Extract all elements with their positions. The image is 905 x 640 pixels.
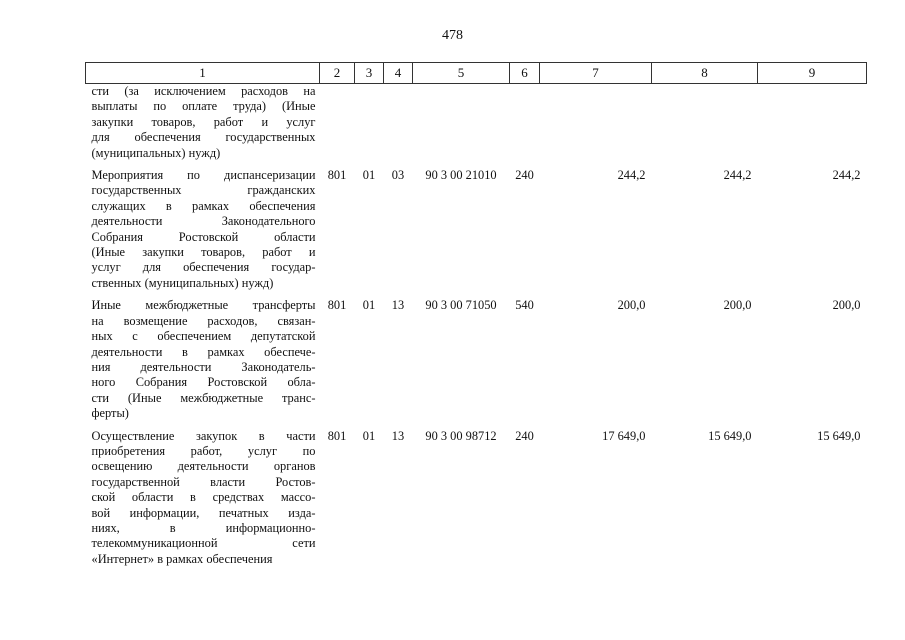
description-line: телекоммуникационной сети (91, 536, 316, 551)
row-description (86, 168, 320, 291)
amount-year-3: 244,2 (832, 168, 861, 183)
ministry-code: 801 (327, 298, 347, 313)
section-code: 01 (362, 168, 376, 183)
amount-year-2: 15 649,0 (708, 428, 752, 443)
expense-type-code (510, 84, 540, 162)
header-col-7: 7 (540, 63, 652, 84)
header-col-9: 9 (758, 63, 867, 84)
page-number: 478 (442, 28, 463, 43)
header-col-2: 2 (320, 63, 355, 84)
section-code: 01 (362, 298, 376, 313)
row-spacer (86, 291, 867, 298)
description-line: закупки товаров, работ и услуг (91, 114, 316, 129)
expense-type-code: 540 (515, 298, 534, 313)
table-row (86, 298, 867, 421)
expense-type-code: 240 (515, 168, 534, 183)
amount-year-3: 200,0 (832, 298, 861, 313)
subsection-code: 13 (391, 298, 405, 313)
description-line: ного Собрания Ростовской обла- (91, 375, 316, 390)
subsection-code: 13 (391, 428, 405, 443)
header-col-8: 8 (652, 63, 758, 84)
amount-year-1 (540, 84, 652, 162)
header-col-6: 6 (510, 63, 540, 84)
description-line: Осуществление закупок в части (91, 428, 316, 443)
description-line: «Интернет» в рамках обеспечения (91, 551, 273, 566)
description-line: ской области в средствах массо- (91, 490, 316, 505)
table-row (86, 429, 867, 568)
description-line: Мероприятия по диспансеризации (91, 168, 316, 183)
description-line: Иные межбюджетные трансферты (91, 298, 316, 313)
description-line: деятельности в рамках обеспече- (91, 344, 316, 359)
description-line: на возмещение расходов, связан- (91, 313, 316, 328)
amount-year-2: 200,0 (723, 298, 752, 313)
amount-year-1: 244,2 (617, 168, 646, 183)
budget-table (85, 62, 867, 567)
ministry-code (320, 84, 355, 162)
description-line: выплаты по оплате труда) (Иные (91, 99, 316, 114)
subsection-code: 03 (391, 168, 405, 183)
table-body (86, 84, 867, 568)
section-code (355, 84, 384, 162)
description-line: сти (Иные межбюджетные транс- (91, 390, 316, 405)
description-line: деятельности Законодательного (91, 214, 316, 229)
amount-year-2 (652, 84, 758, 162)
description-line: ниях, в информационно- (91, 520, 316, 535)
amount-year-1: 17 649,0 (602, 428, 646, 443)
row-spacer-cell (86, 161, 867, 168)
description-line: государственной власти Ростов- (91, 474, 316, 489)
subsection-code (384, 84, 413, 162)
amount-year-3: 15 649,0 (817, 428, 861, 443)
description-line: для обеспечения государственных (91, 130, 316, 145)
row-spacer (86, 161, 867, 168)
description-line: ственных (муниципальных) нужд) (91, 275, 274, 290)
description-line: освещению деятельности органов (91, 459, 316, 474)
table-row (86, 168, 867, 291)
description-line: сти (за исключением расходов на (91, 84, 316, 98)
amount-year-3 (758, 84, 867, 162)
table-header (86, 63, 867, 84)
amount-year-1: 200,0 (617, 298, 646, 313)
description-line: вой информации, печатных изда- (91, 505, 316, 520)
row-spacer (86, 422, 867, 429)
description-line: ных с обеспечением депутатской (91, 329, 316, 344)
target-article-code: 90 3 00 21010 (425, 168, 497, 183)
target-article-code: 90 3 00 71050 (425, 298, 497, 313)
description-line: приобретения работ, услуг по (91, 443, 316, 458)
description-line: Собрания Ростовской области (91, 229, 316, 244)
description-line: ния деятельности Законодатель- (91, 359, 316, 374)
header-col-3: 3 (355, 63, 384, 84)
table-row (86, 84, 867, 162)
amount-year-2: 244,2 (723, 168, 752, 183)
description-line: государственных гражданских (91, 183, 316, 198)
section-code: 01 (362, 428, 376, 443)
row-spacer-cell (86, 422, 867, 429)
header-col-1: 1 (86, 63, 320, 84)
expense-type-code: 240 (515, 428, 534, 443)
target-article-code (413, 84, 510, 162)
row-description (86, 84, 320, 162)
description-line: служащих в рамках обеспечения (91, 198, 316, 213)
description-line: (муниципальных) нужд) (91, 145, 221, 160)
row-description (86, 429, 320, 568)
row-spacer-cell (86, 291, 867, 298)
header-row (86, 63, 867, 84)
header-col-4: 4 (384, 63, 413, 84)
ministry-code: 801 (327, 168, 347, 183)
description-line: услуг для обеспечения государ- (91, 260, 316, 275)
header-col-5: 5 (413, 63, 510, 84)
description-line: (Иные закупки товаров, работ и (91, 245, 316, 260)
target-article-code: 90 3 00 98712 (425, 428, 497, 443)
row-description (86, 298, 320, 421)
ministry-code: 801 (327, 428, 347, 443)
description-line: ферты) (91, 406, 129, 421)
